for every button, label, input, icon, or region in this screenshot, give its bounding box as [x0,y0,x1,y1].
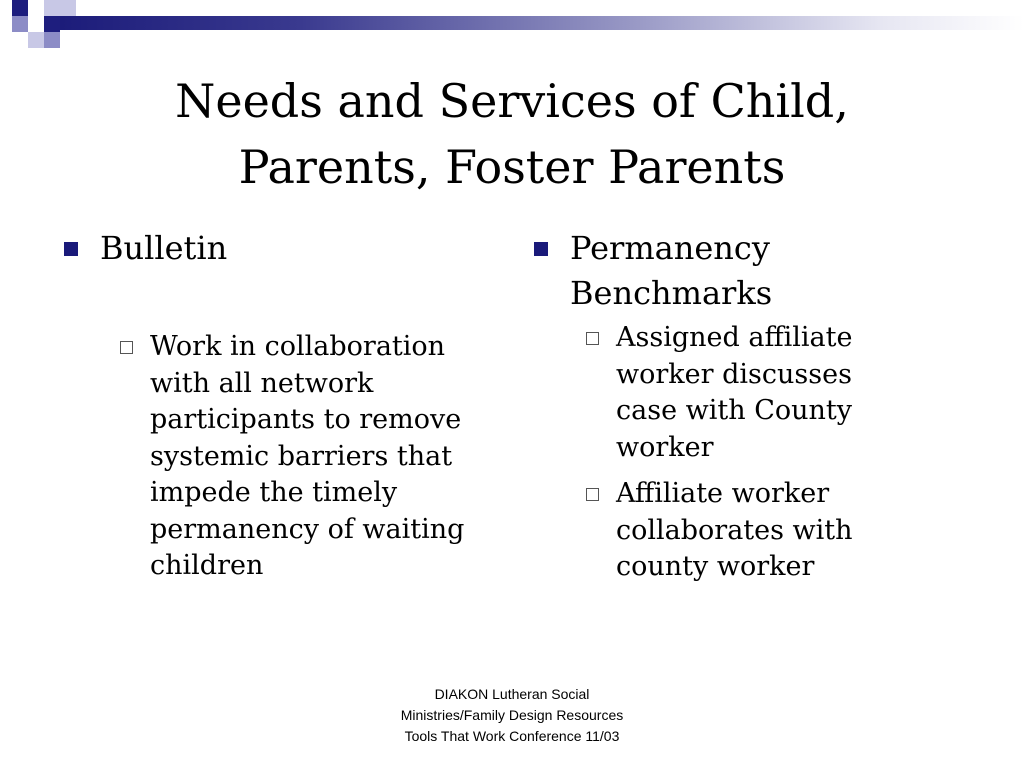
slide-title [60,68,964,200]
sub-bullet-text: Affiliate worker collaborates with county worker [616,478,853,582]
slide-footer [312,684,712,747]
footer-line-3: Tools That Work Conference 11/03 [404,728,620,744]
slide-title-line-1: Needs and Services of Child, [175,74,849,128]
sub-bullet-item [580,476,912,586]
sub-bullet-text: Assigned affiliate worker discusses case with County worker [616,322,853,463]
footer-line-2: Ministries/Family Design Resources [400,707,624,723]
decor-square [44,16,60,32]
right-column [532,226,912,586]
bullet-item-permanency-benchmarks [532,226,912,316]
hollow-square-bullet-icon [120,341,133,354]
decor-square [44,0,60,16]
decor-square [28,32,44,48]
decor-square [60,0,76,16]
sub-bullet-item [580,320,912,466]
decor-square [44,32,60,48]
bullet-heading: Bulletin [100,229,228,267]
decorative-header-band [0,0,1024,52]
left-column [62,226,492,585]
bullet-item-bulletin [62,226,492,271]
header-gradient-bar [60,16,1024,30]
square-bullet-icon [64,242,78,256]
slide-title-line-2: Parents, Foster Parents [238,140,786,194]
decor-square [12,0,28,16]
footer-line-1: DIAKON Lutheran Social [434,686,590,702]
square-bullet-icon [534,242,548,256]
bullet-heading: Permanency Benchmarks [570,229,773,312]
hollow-square-bullet-icon [586,332,599,345]
decor-square [12,16,28,32]
hollow-square-bullet-icon [586,488,599,501]
sub-bullet-item [114,329,492,585]
sub-bullet-text: Work in collaboration with all network participants to remove systemic barriers that impede the timely permanency of waiting children [150,331,465,581]
